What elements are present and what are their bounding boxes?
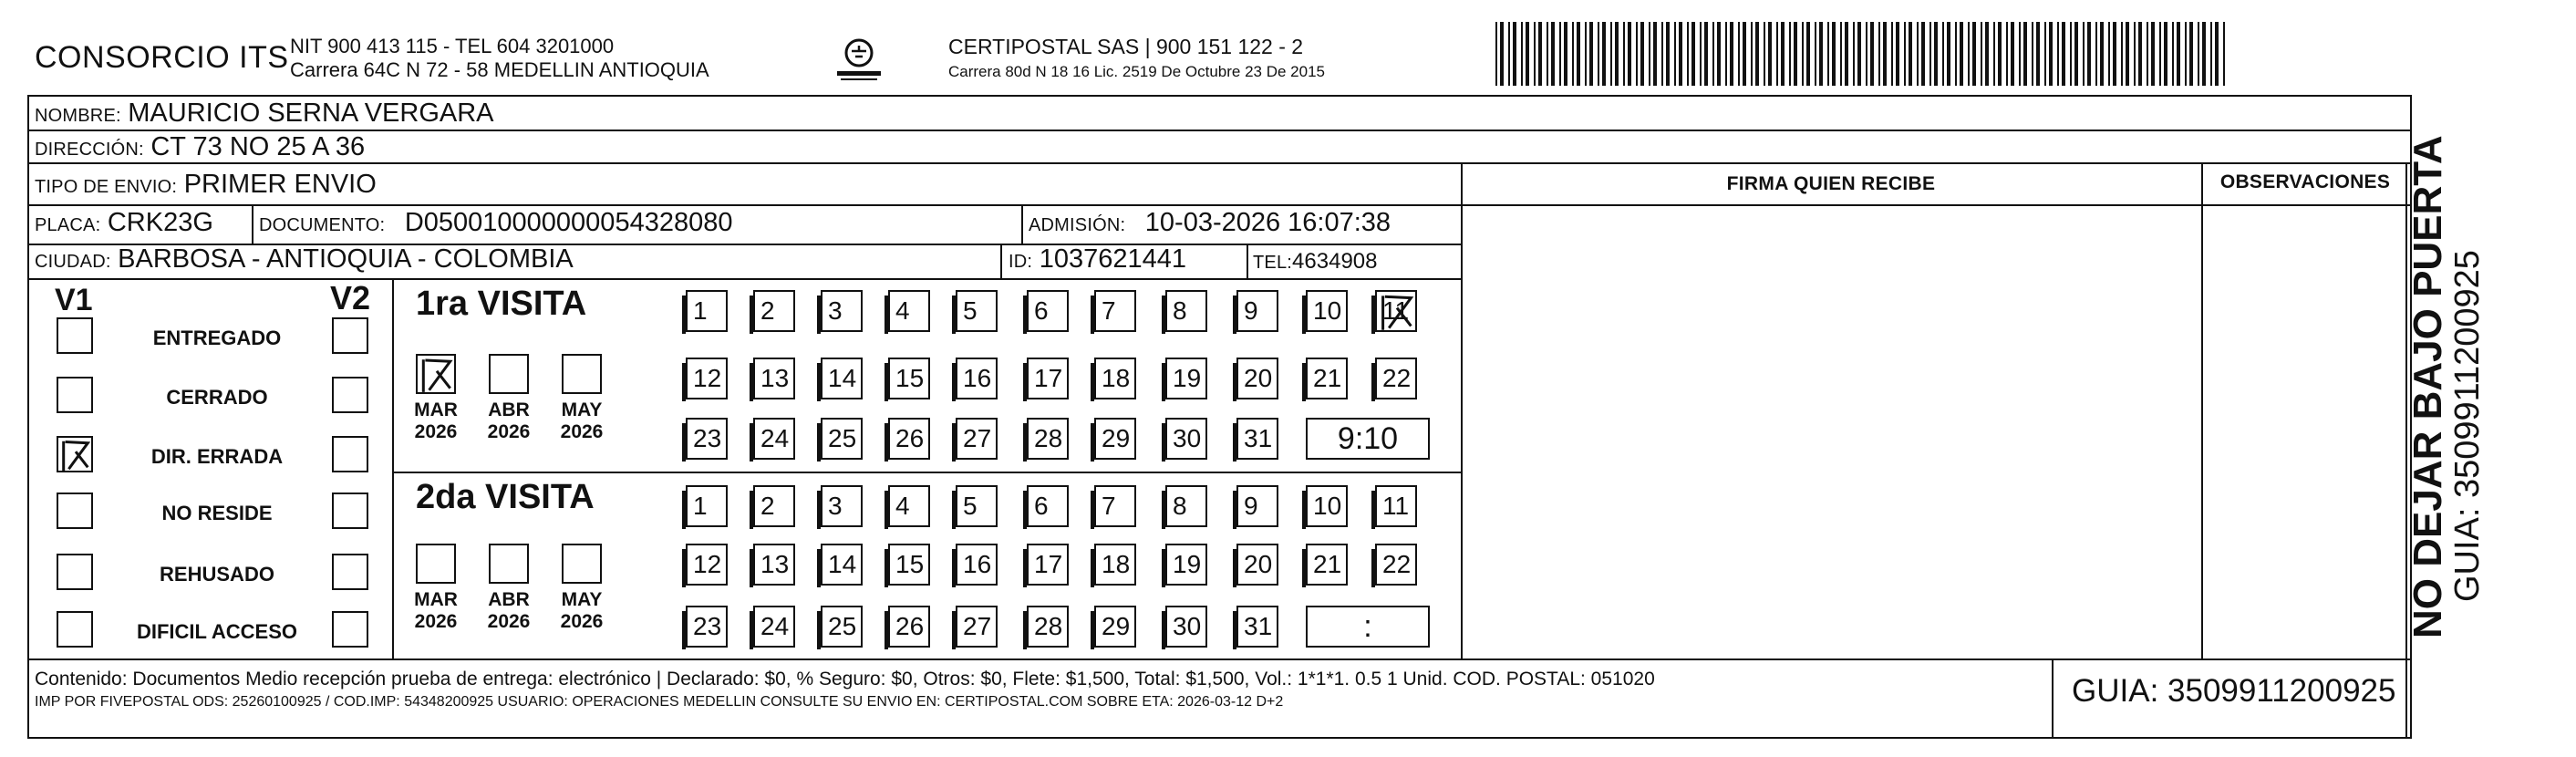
day-checkbox[interactable] <box>1165 290 1207 332</box>
v2-checkbox[interactable] <box>332 611 368 648</box>
day-number: 15 <box>895 550 925 578</box>
month-checkbox[interactable] <box>416 544 456 584</box>
day-checkbox[interactable] <box>1375 544 1417 586</box>
divider <box>27 658 2412 660</box>
v1-checkbox[interactable] <box>57 554 93 590</box>
day-checkbox[interactable] <box>1027 290 1069 332</box>
divider <box>1247 244 1248 278</box>
day-checkbox[interactable] <box>686 418 728 460</box>
day-number: 20 <box>1244 550 1273 578</box>
v2-checkbox[interactable] <box>332 377 368 413</box>
status-label: DIR. ERRADA <box>150 445 284 468</box>
month-label <box>480 589 538 633</box>
divider <box>392 278 394 658</box>
day-checkbox[interactable] <box>821 418 863 460</box>
day-number: 13 <box>760 550 790 578</box>
documento-field <box>259 208 732 238</box>
day-checkbox[interactable] <box>821 358 863 399</box>
v1-checkbox[interactable] <box>57 436 93 472</box>
day-number: 3 <box>828 296 843 325</box>
day-number: 29 <box>1102 612 1131 640</box>
month-checkbox[interactable] <box>489 354 529 394</box>
day-checkbox[interactable] <box>1306 485 1348 527</box>
day-number: 28 <box>1034 612 1063 640</box>
day-checkbox[interactable] <box>888 606 930 648</box>
month-label <box>553 589 611 633</box>
day-checkbox[interactable] <box>1094 485 1136 527</box>
v1-checkbox[interactable] <box>57 493 93 529</box>
time-field[interactable]: 9:10 <box>1306 418 1430 460</box>
divider <box>27 204 2412 206</box>
day-number: 27 <box>963 424 992 452</box>
v1-checkbox[interactable] <box>57 377 93 413</box>
day-number: 19 <box>1173 364 1202 392</box>
day-number: 2 <box>760 296 775 325</box>
id-label: ID: <box>1009 252 1033 272</box>
divider <box>27 162 2412 164</box>
day-checkbox[interactable] <box>1027 418 1069 460</box>
month-name: MAY <box>561 399 603 420</box>
day-number: 10 <box>1313 492 1342 520</box>
day-number: 4 <box>895 492 910 520</box>
id-value: 1037621441 <box>1039 244 1186 274</box>
day-number: 12 <box>693 364 722 392</box>
day-checkbox[interactable] <box>1375 485 1417 527</box>
day-checkbox[interactable] <box>1375 290 1417 332</box>
day-checkbox[interactable] <box>1165 358 1207 399</box>
day-number: 10 <box>1313 296 1342 325</box>
nombre-value: MAURICIO SERNA VERGARA <box>128 99 494 128</box>
certipostal-address: Carrera 80d N 18 16 Lic. 2519 De Octubre 23 De 2015 <box>948 63 1325 80</box>
day-number: 19 <box>1173 550 1202 578</box>
ciudad-field <box>35 244 574 275</box>
day-number: 25 <box>828 424 857 452</box>
status-label: ENTREGADO <box>152 327 282 349</box>
day-number: 8 <box>1173 492 1187 520</box>
day-number: 9 <box>1244 296 1258 325</box>
day-number: 7 <box>1102 492 1116 520</box>
certipostal-line: CERTIPOSTAL SAS | 900 151 122 - 2 <box>948 35 1304 58</box>
day-number: 21 <box>1313 550 1342 578</box>
v2-checkbox[interactable] <box>332 436 368 472</box>
documento-label: DOCUMENTO: <box>259 215 386 235</box>
nombre-row <box>35 99 494 129</box>
day-number: 3 <box>828 492 843 520</box>
month-name: MAR <box>414 399 458 420</box>
day-checkbox[interactable] <box>1306 544 1348 586</box>
placa-field <box>35 208 213 238</box>
month-checkbox[interactable] <box>562 544 602 584</box>
barcode-icon <box>1495 22 2225 86</box>
day-checkbox[interactable] <box>821 606 863 648</box>
nombre-label: NOMBRE: <box>35 106 121 126</box>
day-checkbox[interactable] <box>956 418 998 460</box>
placa-label: PLACA: <box>35 215 101 235</box>
month-year: 2026 <box>560 421 604 442</box>
day-checkbox[interactable] <box>956 358 998 399</box>
day-checkbox[interactable] <box>956 544 998 586</box>
day-checkbox[interactable] <box>686 606 728 648</box>
vertical-notice <box>2407 135 2486 638</box>
v2-heading: V2 <box>330 279 371 316</box>
company-info <box>290 35 709 82</box>
day-number: 11 <box>1382 296 1410 325</box>
admision-field <box>1029 208 1391 238</box>
day-number: 13 <box>760 364 790 392</box>
divider <box>1021 204 1023 244</box>
month-name: ABR <box>488 589 530 610</box>
day-number: 23 <box>693 612 722 640</box>
day-number: 4 <box>895 296 910 325</box>
day-checkbox[interactable] <box>821 544 863 586</box>
day-checkbox[interactable] <box>686 358 728 399</box>
day-number: 6 <box>1034 492 1049 520</box>
v1-heading: V1 <box>55 283 93 317</box>
divider <box>2052 658 2054 739</box>
admision-value: 10-03-2026 16:07:38 <box>1144 208 1391 237</box>
day-checkbox[interactable] <box>753 418 795 460</box>
status-label: CERRADO <box>166 386 268 409</box>
divider <box>2201 162 2203 658</box>
check-mark-icon <box>1377 292 1417 332</box>
v1-checkbox[interactable] <box>57 611 93 648</box>
day-checkbox[interactable] <box>1027 485 1069 527</box>
day-number: 18 <box>1102 364 1131 392</box>
day-checkbox[interactable] <box>1165 606 1207 648</box>
visit2-title: 2da VISITA <box>416 478 595 516</box>
tipo-row <box>35 170 377 200</box>
day-number: 24 <box>760 612 790 640</box>
day-checkbox[interactable] <box>1094 358 1136 399</box>
day-number: 20 <box>1244 364 1273 392</box>
month-label <box>553 399 611 443</box>
day-checkbox[interactable] <box>888 358 930 399</box>
day-number: 15 <box>895 364 925 392</box>
check-mark-icon <box>58 438 93 472</box>
day-number: 6 <box>1034 296 1049 325</box>
day-checkbox[interactable] <box>956 290 998 332</box>
v2-checkbox[interactable] <box>332 317 368 354</box>
month-label <box>407 589 465 633</box>
day-checkbox[interactable] <box>888 290 930 332</box>
day-number: 23 <box>693 424 722 452</box>
day-checkbox[interactable] <box>1094 544 1136 586</box>
day-checkbox[interactable] <box>1094 606 1136 648</box>
day-number: 9 <box>1244 492 1258 520</box>
day-number: 5 <box>963 296 978 325</box>
divider <box>1461 162 1463 658</box>
day-number: 24 <box>760 424 790 452</box>
day-checkbox[interactable] <box>1027 358 1069 399</box>
certipostal-logo-icon <box>832 33 886 88</box>
day-number: 5 <box>963 492 978 520</box>
day-number: 16 <box>963 364 992 392</box>
day-number: 14 <box>828 364 857 392</box>
id-field <box>1009 244 1186 275</box>
day-checkbox[interactable] <box>1236 485 1278 527</box>
day-number: 31 <box>1244 424 1273 452</box>
day-number: 29 <box>1102 424 1131 452</box>
month-name: ABR <box>488 399 530 420</box>
day-number: 27 <box>963 612 992 640</box>
tipo-label: TIPO DE ENVIO: <box>35 177 178 197</box>
divider <box>27 130 2412 131</box>
month-name: MAR <box>414 589 458 610</box>
day-checkbox[interactable] <box>1306 290 1348 332</box>
day-checkbox[interactable] <box>1027 606 1069 648</box>
tel-value: 4634908 <box>1292 249 1378 274</box>
firma-header: FIRMA QUIEN RECIBE <box>1726 173 1936 194</box>
day-number: 30 <box>1173 424 1202 452</box>
day-number: 25 <box>828 612 857 640</box>
status-label: NO RESIDE <box>161 502 273 524</box>
day-number: 16 <box>963 550 992 578</box>
day-checkbox[interactable] <box>1094 290 1136 332</box>
day-checkbox[interactable] <box>1165 418 1207 460</box>
day-checkbox[interactable] <box>1375 358 1417 399</box>
vertical-guia-text: GUIA: 3509911200925 <box>2448 250 2487 602</box>
day-number: 18 <box>1102 550 1131 578</box>
visit1-title: 1ra VISITA <box>416 285 587 323</box>
status-label: REHUSADO <box>160 563 274 586</box>
month-year: 2026 <box>414 611 458 632</box>
documento-value: D050010000000054328080 <box>404 208 733 237</box>
day-checkbox[interactable] <box>888 485 930 527</box>
divider <box>1000 244 1002 278</box>
day-number: 17 <box>1034 364 1063 392</box>
day-number: 14 <box>828 550 857 578</box>
day-checkbox[interactable] <box>686 485 728 527</box>
day-checkbox[interactable] <box>1094 418 1136 460</box>
v2-checkbox[interactable] <box>332 493 368 529</box>
address-line: Carrera 64C N 72 - 58 MEDELLIN ANTIOQUIA <box>290 58 709 81</box>
day-checkbox[interactable] <box>956 485 998 527</box>
day-checkbox[interactable] <box>1236 606 1278 648</box>
divider <box>27 278 1461 280</box>
day-number: 7 <box>1102 296 1116 325</box>
day-number: 21 <box>1313 364 1342 392</box>
divider <box>392 472 1461 473</box>
day-number: 31 <box>1244 612 1273 640</box>
day-number: 30 <box>1173 612 1202 640</box>
nit-line: NIT 900 413 115 - TEL 604 3201000 <box>290 35 615 57</box>
certipostal-info <box>948 35 1325 84</box>
ciudad-label: CIUDAD: <box>35 252 111 272</box>
month-year: 2026 <box>487 421 531 442</box>
day-checkbox[interactable] <box>686 290 728 332</box>
day-checkbox[interactable] <box>753 485 795 527</box>
no-dejar-text: NO DEJAR BAJO PUERTA <box>2405 135 2450 638</box>
time-field[interactable]: : <box>1306 606 1430 648</box>
day-checkbox[interactable] <box>1306 358 1348 399</box>
day-checkbox[interactable] <box>686 544 728 586</box>
footer-content-line: Contenido: Documentos Medio recepción prueba de entrega: electrónico | Declarado: $0, % Seguro: $0, Otros: $0, Flete: $1,500, Total: $1,500, Vol.: 1*1*1. 0.5 1 Unid. COD. POSTAL: 051020 <box>35 669 1655 690</box>
day-checkbox[interactable] <box>753 358 795 399</box>
day-number: 11 <box>1382 492 1410 520</box>
day-number: 22 <box>1382 364 1412 392</box>
day-number: 1 <box>693 296 708 325</box>
month-name: MAY <box>561 589 603 610</box>
month-label <box>407 399 465 443</box>
ciudad-value: BARBOSA - ANTIOQUIA - COLOMBIA <box>118 244 574 274</box>
tipo-value: PRIMER ENVIO <box>183 170 377 199</box>
direccion-label: DIRECCIÓN: <box>35 140 144 160</box>
day-checkbox[interactable] <box>821 290 863 332</box>
direccion-value: CT 73 NO 25 A 36 <box>150 132 366 161</box>
day-checkbox[interactable] <box>753 290 795 332</box>
month-checkbox[interactable] <box>416 354 456 394</box>
day-checkbox[interactable] <box>753 606 795 648</box>
v2-checkbox[interactable] <box>332 554 368 590</box>
day-number: 12 <box>693 550 722 578</box>
month-checkbox[interactable] <box>489 544 529 584</box>
placa-value: CRK23G <box>107 208 213 237</box>
status-label: DIFICIL ACCESO <box>136 620 297 643</box>
day-checkbox[interactable] <box>821 485 863 527</box>
direccion-row <box>35 132 365 162</box>
month-year: 2026 <box>487 611 531 632</box>
day-number: 17 <box>1034 550 1063 578</box>
day-checkbox[interactable] <box>888 544 930 586</box>
day-number: 26 <box>895 612 925 640</box>
check-mark-icon <box>418 356 456 394</box>
tel-label: TEL: <box>1253 253 1293 273</box>
footer-print-line: IMP POR FIVEPOSTAL ODS: 25260100925 / COD.IMP: 54348200925 USUARIO: OPERACIONES MEDELLIN CONSULTE SU ENVIO EN: CERTIPOSTAL.COM SOBRE ETA: 2026-03-12 D+2 <box>35 694 1284 710</box>
day-checkbox[interactable] <box>1236 418 1278 460</box>
day-checkbox[interactable] <box>1236 290 1278 332</box>
day-checkbox[interactable] <box>956 606 998 648</box>
guia-number: GUIA: 3509911200925 <box>2072 673 2396 709</box>
day-number: 1 <box>693 492 708 520</box>
day-checkbox[interactable] <box>888 418 930 460</box>
day-number: 28 <box>1034 424 1063 452</box>
day-checkbox[interactable] <box>1165 485 1207 527</box>
day-checkbox[interactable] <box>753 544 795 586</box>
day-checkbox[interactable] <box>1236 358 1278 399</box>
month-year: 2026 <box>560 611 604 632</box>
admision-label: ADMISIÓN: <box>1029 215 1126 235</box>
day-checkbox[interactable] <box>1236 544 1278 586</box>
month-label <box>480 399 538 443</box>
month-checkbox[interactable] <box>562 354 602 394</box>
day-number: 26 <box>895 424 925 452</box>
day-number: 22 <box>1382 550 1412 578</box>
day-checkbox[interactable] <box>1027 544 1069 586</box>
month-year: 2026 <box>414 421 458 442</box>
divider <box>252 204 253 244</box>
day-checkbox[interactable] <box>1165 544 1207 586</box>
v1-checkbox[interactable] <box>57 317 93 354</box>
company-name: CONSORCIO ITS <box>35 40 289 75</box>
day-number: 2 <box>760 492 775 520</box>
day-number: 8 <box>1173 296 1187 325</box>
tel-field <box>1253 246 1377 275</box>
observaciones-header: OBSERVACIONES <box>2219 171 2391 192</box>
